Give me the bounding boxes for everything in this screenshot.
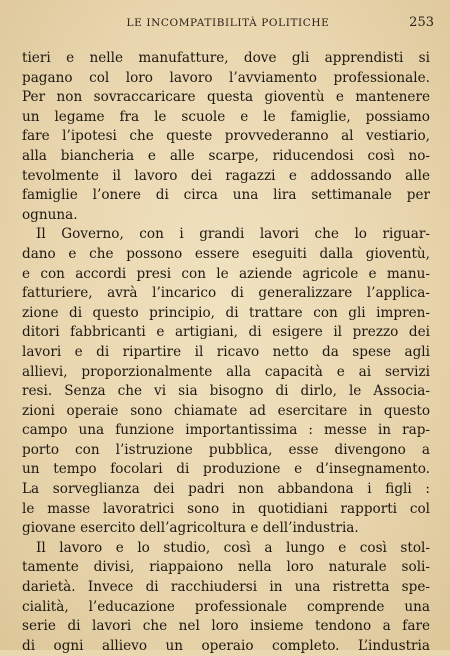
text-line: alla biancheria e alle scarpe, riducendosi così no- [22, 147, 430, 164]
running-title: LE INCOMPATIBILITÀ POLITICHE [126, 17, 330, 29]
text-line: famiglie l’onere di circa una lira settimanale per [22, 187, 430, 204]
text-line: La sorveglianza dei padri non abbandona i figli : [22, 481, 430, 498]
text-line: e con accordi presi con le aziende agricole e manu- [22, 265, 430, 282]
text-line: un tempo focolari di produzione e d’insegnamento. [22, 461, 430, 478]
text-line: giovane esercito dell’agricoltura e dell’industria. [22, 520, 359, 537]
text-line: ditori fabbricanti e artigiani, di esigere il prezzo dei [22, 324, 430, 341]
text-line: le masse lavoratrici sono in quotidiani rapporti col [22, 500, 430, 517]
text-line: ognuna. [22, 206, 78, 223]
page-number: 253 [409, 15, 434, 30]
text-line: un legame fra le scuole e le famiglie, possiamo [22, 108, 430, 125]
text-line: tevolmente il lavoro dei ragazzi e addossando alle [22, 167, 430, 184]
text-line: tieri e nelle manufatture, dove gli apprendisti si [22, 50, 430, 66]
text-line: zioni operaie sono chiamate ad esercitare in questo [22, 402, 430, 419]
text-line: serie di lavori che nel loro insieme tendono a fare [22, 618, 430, 635]
text-line: porto con l’istruzione pubblica, esse divengono a [22, 441, 430, 458]
text-line: allievi, proporzionalmente alla capacità e ai servizi [22, 363, 430, 380]
text-line: tamente divisi, riappaiono nella loro naturale soli- [22, 559, 430, 576]
text-line: campo una funzione importantissima : messe in rap- [22, 422, 430, 439]
text-line: Per non sovraccaricare questa gioventù e mantenere [22, 89, 430, 106]
text-line: darietà. Invece di racchiudersi in una ristretta spe- [22, 579, 430, 596]
text-line: cialità, l’educazione professionale comprende una [22, 598, 430, 615]
text-line: fare l’ipotesi che queste provvederanno al vestiario, [22, 128, 430, 145]
text-line: Il lavoro e lo studio, così a lungo e così stol- [36, 539, 430, 556]
text-line: dano e che possono essere eseguiti dalla gioventù, [22, 245, 430, 262]
text-line: zione di questo principio, di trattare con gli impren- [22, 304, 430, 321]
text-line: lavori e di ripartire il ricavo netto da spese agli [22, 343, 430, 360]
text-line: pagano col loro lavoro l’avviamento professionale. [22, 69, 430, 86]
text-line: fatturiere, avrà l’incarico di generalizzare l’applica- [22, 285, 430, 302]
text-line: resi. Senza che vi sia bisogno di dirlo, le Associa- [22, 383, 430, 400]
text-line: di ogni allievo un operaio completo. L’industria [22, 637, 430, 654]
running-head [22, 15, 434, 31]
text-line: Il Governo, con i grandi lavori che lo riguar- [36, 226, 430, 243]
body-text [22, 49, 430, 656]
